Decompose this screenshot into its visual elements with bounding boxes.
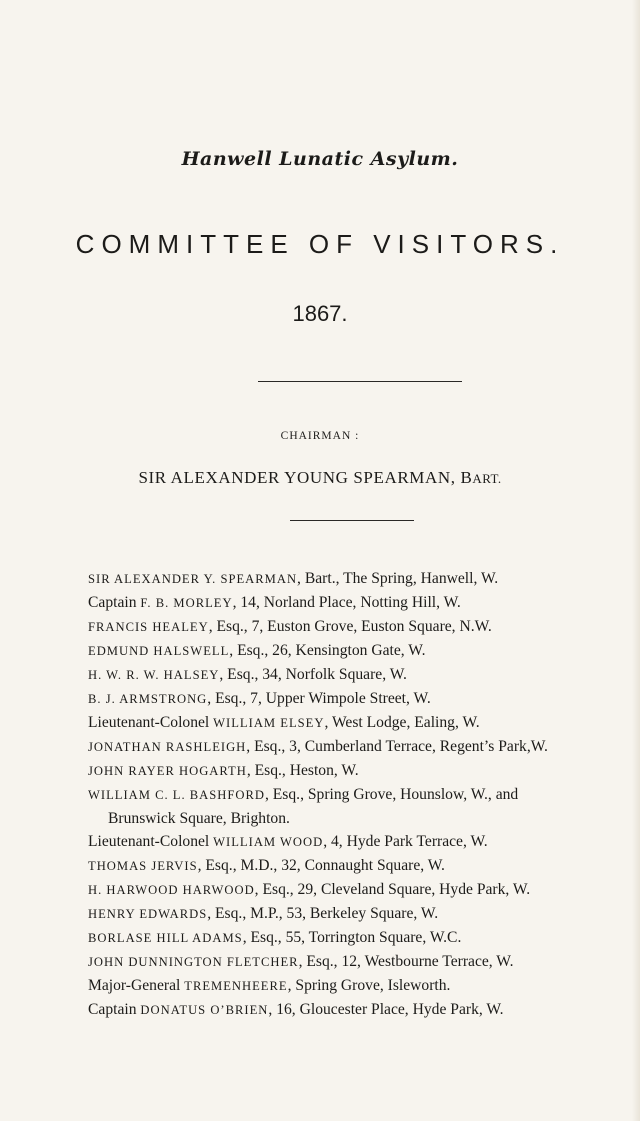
member-address: , Esq., 26, Kensington Gate, W.: [229, 642, 426, 659]
member-address: , Esq., 7, Euston Grove, Euston Square, N.W.: [208, 618, 492, 635]
member-entry: [88, 902, 628, 926]
member-name: EDMUND HALSWELL: [88, 644, 230, 658]
member-entry: [88, 687, 628, 711]
member-name: JONATHAN RASHLEIGH: [88, 740, 247, 754]
member-name: WILLIAM C. L. BASHFORD: [88, 788, 265, 802]
member-name: WILLIAM WOOD: [213, 835, 324, 849]
member-name: F. B. MORLEY: [140, 596, 233, 610]
member-address: Brunswick Square, Brighton.: [108, 810, 290, 827]
member-entry: [88, 878, 628, 902]
year: 1867.: [292, 301, 348, 326]
member-rank: Lieutenant-Colonel: [88, 833, 214, 850]
member-address: , Esq., M.P., 53, Berkeley Square, W.: [207, 905, 439, 922]
member-address: , 14, Norland Place, Notting Hill, W.: [232, 594, 461, 611]
chairman-name: [0, 468, 640, 488]
institution-title: Hanwell Lunatic Asylum.: [181, 148, 459, 170]
member-name: SIR ALEXANDER Y. SPEARMAN: [88, 572, 298, 586]
member-address: , 16, Gloucester Place, Hyde Park, W.: [268, 1001, 504, 1018]
member-name: TREMENHEERE: [184, 979, 288, 993]
divider-rule-bottom: [290, 520, 414, 521]
member-entry: [88, 830, 628, 854]
member-entry: [88, 759, 628, 783]
page-edge-shadow: [632, 0, 640, 1121]
member-address: , 4, Hyde Park Terrace, W.: [323, 833, 488, 850]
member-address: , West Lodge, Ealing, W.: [324, 714, 480, 731]
member-name: DONATUS O’BRIEN: [140, 1003, 269, 1017]
member-name: BORLASE HILL ADAMS: [88, 931, 243, 945]
member-name: JOHN DUNNINGTON FLETCHER: [88, 955, 299, 969]
member-address: , Esq., 7, Upper Wimpole Street, W.: [207, 690, 431, 707]
member-address: , Esq., 55, Torrington Square, W.C.: [242, 929, 462, 946]
member-list: [88, 567, 628, 1022]
member-name: HENRY EDWARDS: [88, 907, 208, 921]
member-rank: Major-General: [88, 977, 185, 994]
member-rank: Lieutenant-Colonel: [88, 714, 214, 731]
member-address: , Bart., The Spring, Hanwell, W.: [297, 570, 499, 587]
chairman-title-rest: ART.: [472, 471, 502, 486]
committee-heading: COMMITTEE OF VISITORS.: [75, 229, 565, 259]
member-entry: [88, 974, 628, 998]
member-entry: [88, 591, 628, 615]
member-address: , Esq., Heston, W.: [246, 762, 359, 779]
member-name: H. HARWOOD HARWOOD: [88, 883, 255, 897]
chairman-name-main: SIR ALEXANDER YOUNG SPEARMAN,: [138, 468, 461, 487]
member-entry: [88, 567, 628, 591]
member-address: , Esq., Spring Grove, Hounslow, W., and: [264, 786, 519, 803]
member-address: , Esq., 29, Cleveland Square, Hyde Park, W.: [254, 881, 531, 898]
member-address: , Esq., 12, Westbourne Terrace, W.: [298, 953, 514, 970]
member-address: , Spring Grove, Isleworth.: [287, 977, 451, 994]
member-name: H. W. R. W. HALSEY: [88, 668, 220, 682]
member-rank: Captain: [88, 1001, 141, 1018]
member-address: , Esq., M.D., 32, Connaught Square, W.: [197, 857, 445, 874]
member-entry: [88, 615, 628, 639]
member-name: B. J. ARMSTRONG: [88, 692, 208, 706]
member-rank: Captain: [88, 594, 141, 611]
member-name: JOHN RAYER HOGARTH: [88, 764, 247, 778]
member-entry-continuation: [88, 807, 628, 830]
member-entry: [88, 998, 628, 1022]
member-address: , Esq., 3, Cumberland Terrace, Regent’s Park,W.: [246, 738, 548, 755]
member-entry: [88, 735, 628, 759]
member-entry: [88, 854, 628, 878]
member-name: WILLIAM ELSEY: [213, 716, 325, 730]
member-name: THOMAS JERVIS: [88, 859, 198, 873]
member-entry: [88, 783, 628, 807]
member-address: , Esq., 34, Norfolk Square, W.: [219, 666, 407, 683]
member-entry: [88, 663, 628, 687]
member-entry: [88, 639, 628, 663]
divider-rule-top: [258, 381, 462, 382]
member-name: FRANCIS HEALEY: [88, 620, 209, 634]
member-entry: [88, 711, 628, 735]
chairman-label: CHAIRMAN :: [280, 430, 360, 442]
member-entry: [88, 926, 628, 950]
member-entry: [88, 950, 628, 974]
chairman-title-initial: B: [460, 468, 473, 487]
